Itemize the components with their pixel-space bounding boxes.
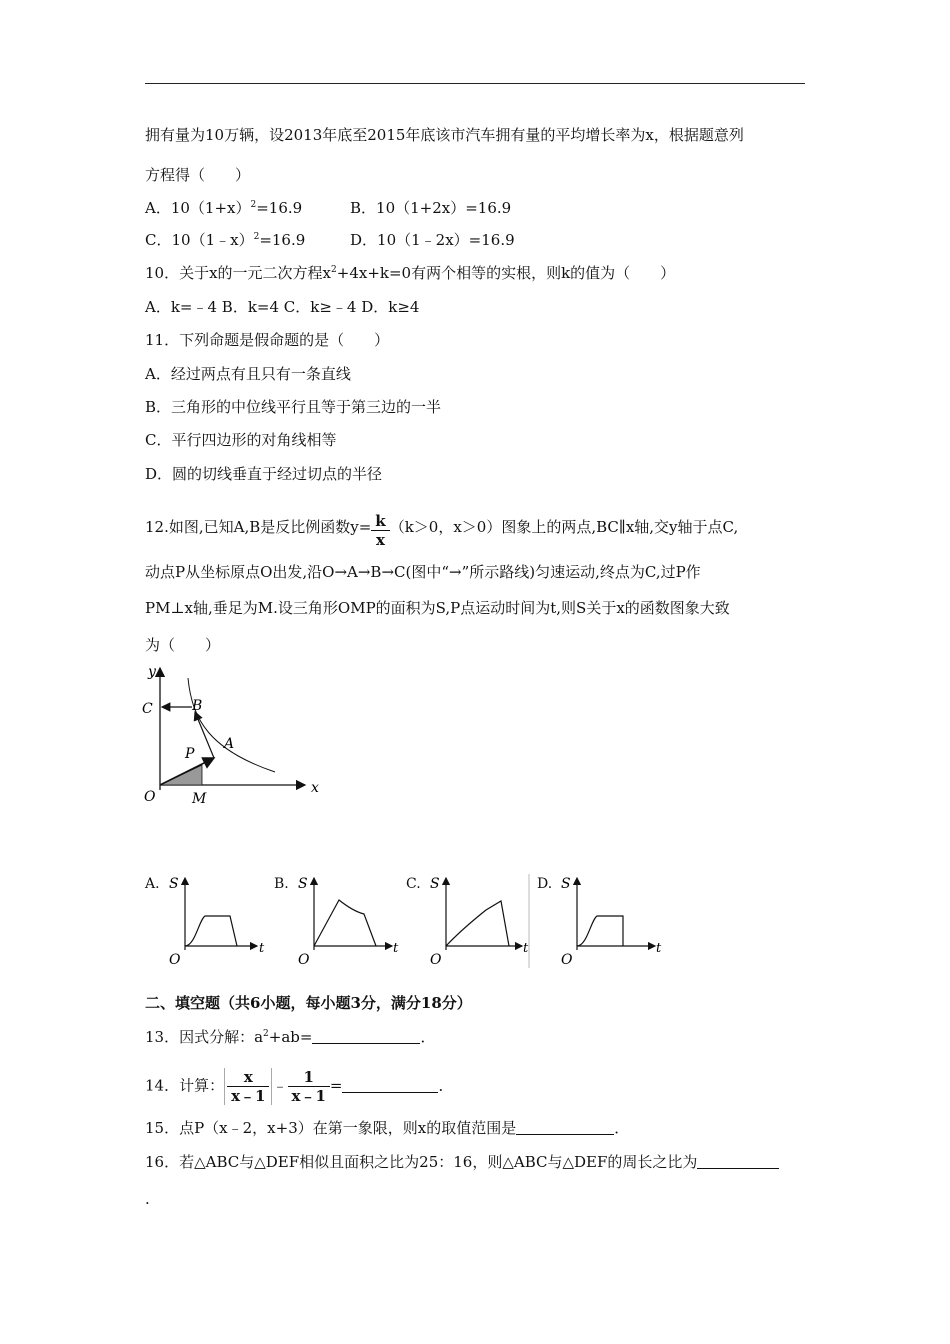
q14: 14．计算： $\frac{x}{x﹣1}$ ﹣ $\frac{1}{x﹣1}$ = ． (145, 1068, 454, 1105)
q10-stem: 10．关于x的一元二次方程$x^2+4x+k=0$有两个相等的实根，则k的值为（ ） (145, 264, 676, 282)
svg-text:O: O (169, 952, 181, 968)
q11-option-d: D．圆的切线垂直于经过切点的半径 (145, 465, 383, 483)
hyperbola-curve (188, 678, 275, 772)
q9-stem-line2: 方程得（ ） (145, 166, 251, 184)
svg-text:S: S (169, 876, 179, 892)
choice-c-label: C. (406, 876, 421, 892)
choice-a-graph (165, 868, 270, 968)
q12-fraction: $\frac{k}{x}$ (371, 512, 389, 549)
q9-stem-line1: 拥有量为10万辆，设2013年底至2015年底该市汽车拥有量的平均增长率为x，根据题意列 (145, 126, 744, 144)
label-y: y (148, 664, 156, 680)
choice-d-graph (557, 868, 667, 968)
q11-stem: 11．下列命题是假命题的是（ ） (145, 331, 390, 349)
q11-option-b: B．三角形的中位线平行且等于第三边的一半 (145, 398, 442, 416)
svg-text:O: O (430, 952, 442, 968)
svg-text:O: O (561, 952, 573, 968)
label-x: x (311, 780, 319, 796)
svg-text:O: O (298, 952, 310, 968)
q9-option-b: B．10（1+2x）=16.9 (350, 199, 512, 217)
q10-options: A．k=﹣4 B．k=4 C．k≥﹣4 D．k≥4 (145, 298, 420, 316)
q9-options-row2 (145, 229, 515, 251)
q11-option-a: A．经过两点有且只有一条直线 (145, 365, 351, 383)
label-p: P (185, 746, 195, 762)
q9-option-a: A．$10(1+x)^2=16.9$ (145, 199, 303, 217)
q12-stem-line2: 动点P从坐标原点O出发,沿O→A→B→C(图中“→”所示路线)匀速运动,终点为C,过P作 (145, 563, 701, 581)
choice-a-label: A. (145, 876, 160, 892)
svg-text:t: t (393, 941, 399, 956)
svg-text:t: t (656, 941, 662, 956)
q12-stem-line3: PM⊥x轴,垂足为M.设三角形OMP的面积为S,P点运动时间为t,则S关于x的函数图象大致 (145, 599, 730, 617)
q14-answer-blank[interactable] (342, 1078, 438, 1093)
q12-stem-line4: 为（ ） (145, 636, 221, 654)
svg-text:t: t (259, 941, 265, 956)
header-rule (145, 83, 805, 84)
svg-text:S: S (298, 876, 308, 892)
choice-b-label: B. (274, 876, 289, 892)
svg-text:t: t (523, 941, 529, 956)
label-o: O (144, 789, 156, 805)
q16-answer-blank[interactable] (697, 1154, 779, 1169)
choice-c-graph (426, 868, 531, 968)
q9-option-d: D．10（1﹣2x）=16.9 (350, 231, 515, 249)
q9-option-c: C．10（1﹣x）$^2$=16.9 (145, 231, 306, 249)
q13-answer-blank[interactable] (312, 1029, 420, 1044)
svg-text:S: S (430, 876, 440, 892)
q15: 15．点P（x﹣2，x+3）在第一象限，则x的取值范围是 ． (145, 1119, 630, 1137)
q16: 16．若△ABC与△DEF相似且面积之比为25：16，则△ABC与△DEF的周长之比为 (145, 1151, 779, 1173)
q14-fraction-1: $\frac{x}{x﹣1}$ (224, 1068, 272, 1105)
section-title: 二、填空题（共6小题，每小题3分，满分18分） (145, 994, 472, 1012)
svg-text:S: S (561, 876, 571, 892)
label-b: B (192, 698, 203, 714)
q11-option-c: C．平行四边形的对角线相等 (145, 431, 337, 449)
choice-d-label: D. (537, 876, 553, 892)
q12-stem-line1: 12.如图,已知A,B是反比例函数y= $\frac{k}{x}$ （k＞0，x＞0）图象上的两点,BC∥x轴,交y轴于点C, (145, 512, 739, 549)
label-m: M (192, 791, 207, 807)
label-c: C (142, 701, 153, 717)
q9-options-row1 (145, 197, 511, 219)
q14-fraction-2: $\frac{1}{x﹣1}$ (288, 1068, 330, 1105)
label-a: A (224, 736, 235, 752)
q12-figure (140, 660, 330, 810)
q16-end: . (145, 1190, 150, 1208)
q15-answer-blank[interactable] (516, 1120, 614, 1135)
q13: 13．因式分解：$a^2+ab=$ ． (145, 1028, 436, 1046)
choice-b-graph (294, 868, 404, 968)
